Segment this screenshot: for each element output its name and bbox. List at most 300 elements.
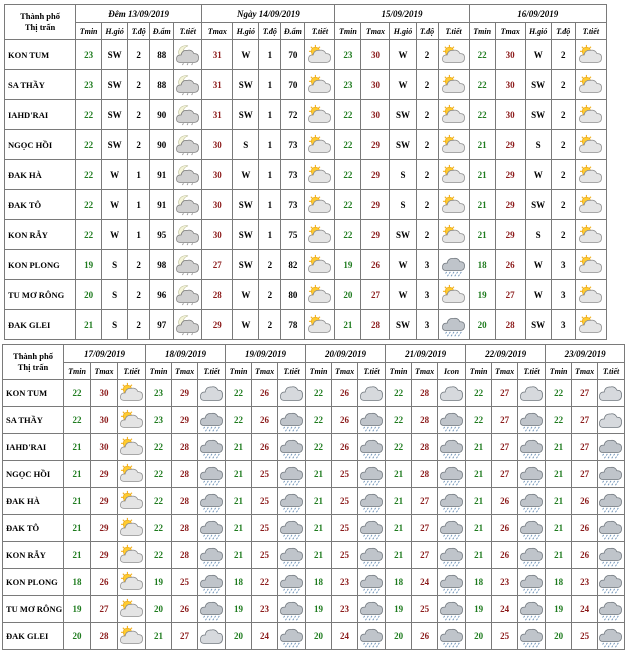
city-name: SA THẦY xyxy=(3,407,64,434)
weather-cell xyxy=(438,130,469,160)
column-header-h-gio: H.gió xyxy=(233,23,259,40)
weather-cell xyxy=(198,515,226,542)
column-header-icon: Icon xyxy=(438,363,466,380)
sun-cloud-icon xyxy=(439,224,469,246)
value-h-gio: S xyxy=(525,220,551,250)
value-t-do: 1 xyxy=(128,190,150,220)
value-tmin: 21 xyxy=(335,310,361,340)
weather-cell xyxy=(174,40,202,70)
weather-cell xyxy=(198,407,226,434)
weather-cell xyxy=(598,461,625,488)
sun-cloud-icon xyxy=(576,254,606,276)
value-d-am: 73 xyxy=(281,160,305,190)
value-h-gio: S xyxy=(233,130,259,160)
weather-cell xyxy=(198,569,226,596)
value-d-am: 78 xyxy=(281,310,305,340)
rain-cloud-icon xyxy=(278,544,305,566)
weather-cell xyxy=(598,542,625,569)
value-tmax: 31 xyxy=(202,70,233,100)
value-tmax: 23 xyxy=(332,596,358,623)
column-header-tmin: Tmin xyxy=(335,23,361,40)
column-header-tmax: Tmax xyxy=(202,23,233,40)
weather-cell xyxy=(598,380,625,407)
value-h-gio: SW xyxy=(390,100,416,130)
value-tmin: 18 xyxy=(306,569,332,596)
table-row xyxy=(3,461,625,488)
column-header-tmax: Tmax xyxy=(492,363,518,380)
value-tmax: 27 xyxy=(172,623,198,650)
corner-label-town: Thị trấn xyxy=(24,22,56,32)
weather-cell xyxy=(518,623,546,650)
weather-cell xyxy=(438,250,469,280)
value-tmax: 26 xyxy=(332,380,358,407)
rain-cloud-icon xyxy=(438,490,465,512)
value-t-do: 2 xyxy=(551,190,575,220)
value-tmax: 29 xyxy=(91,488,118,515)
value-d-am: 91 xyxy=(150,160,174,190)
value-h-gio: SW xyxy=(233,70,259,100)
value-tmin: 22 xyxy=(335,100,361,130)
value-t-do: 2 xyxy=(416,130,438,160)
weather-cell xyxy=(305,280,335,310)
value-h-gio: S xyxy=(390,160,416,190)
value-tmin: 19 xyxy=(76,250,102,280)
rain-cloud-icon xyxy=(518,625,545,647)
table-row xyxy=(3,623,625,650)
night-cloud-icon xyxy=(174,284,201,306)
value-t-do: 2 xyxy=(416,160,438,190)
value-tmax: 28 xyxy=(91,623,118,650)
weather-cell xyxy=(278,434,306,461)
value-tmin: 22 xyxy=(146,488,172,515)
weather-cell xyxy=(305,220,335,250)
weather-cell xyxy=(518,542,546,569)
weather-cell xyxy=(358,380,386,407)
sun-cloud-icon xyxy=(576,164,606,186)
value-t-do: 1 xyxy=(128,160,150,190)
value-t-do: 3 xyxy=(551,310,575,340)
value-tmax: 29 xyxy=(91,542,118,569)
rain-cloud-icon xyxy=(358,409,385,431)
value-h-gio: W xyxy=(525,280,551,310)
city-name: ĐAK TÔ xyxy=(5,190,76,220)
value-tmin: 22 xyxy=(76,100,102,130)
corner-header xyxy=(5,5,76,40)
column-header-h-gio: H.gió xyxy=(102,23,128,40)
city-name: KON RẪY xyxy=(5,220,76,250)
value-tmin: 21 xyxy=(64,515,91,542)
value-tmax: 27 xyxy=(492,461,518,488)
column-header-tmin: Tmin xyxy=(546,363,572,380)
value-d-am: 98 xyxy=(150,250,174,280)
value-tmin: 22 xyxy=(469,40,495,70)
table-row xyxy=(5,250,607,280)
value-tmin: 23 xyxy=(76,40,102,70)
table-row xyxy=(3,407,625,434)
value-tmin: 21 xyxy=(226,515,252,542)
value-tmax: 31 xyxy=(202,40,233,70)
rain-cloud-icon xyxy=(518,544,545,566)
value-tmin: 21 xyxy=(76,310,102,340)
value-tmin: 23 xyxy=(146,407,172,434)
value-t-do: 3 xyxy=(551,280,575,310)
value-tmin: 21 xyxy=(306,461,332,488)
value-d-am: 82 xyxy=(281,250,305,280)
weather-cell xyxy=(305,130,335,160)
value-h-gio: W xyxy=(102,190,128,220)
table-row xyxy=(5,130,607,160)
sun-cloud-icon xyxy=(118,463,145,485)
value-tmin: 22 xyxy=(64,380,91,407)
table-row xyxy=(3,434,625,461)
value-tmin: 22 xyxy=(226,407,252,434)
weather-cell xyxy=(575,310,606,340)
value-tmax: 29 xyxy=(91,461,118,488)
value-tmin: 21 xyxy=(306,515,332,542)
value-tmax: 28 xyxy=(202,280,233,310)
night-cloud-icon xyxy=(174,104,201,126)
value-tmin: 21 xyxy=(386,542,412,569)
night-cloud-icon xyxy=(174,164,201,186)
night-cloud-icon xyxy=(174,134,201,156)
city-name: KON TUM xyxy=(5,40,76,70)
table-row xyxy=(5,40,607,70)
value-tmax: 29 xyxy=(91,515,118,542)
weather-cell xyxy=(438,515,466,542)
weather-cell xyxy=(358,542,386,569)
weather-cell xyxy=(438,380,466,407)
column-header-t-tiet: T.tiết xyxy=(118,363,146,380)
value-t-do: 1 xyxy=(259,70,281,100)
period-date-header: 16/09/2019 xyxy=(469,5,606,23)
weather-cell xyxy=(118,380,146,407)
weather-cell xyxy=(598,434,625,461)
value-tmax: 27 xyxy=(572,434,598,461)
value-h-gio: SW xyxy=(102,100,128,130)
weather-cell xyxy=(438,220,469,250)
rain-cloud-icon xyxy=(598,517,624,539)
rain-cloud-icon xyxy=(198,463,225,485)
weather-cell xyxy=(118,434,146,461)
value-tmin: 19 xyxy=(546,596,572,623)
value-tmax: 29 xyxy=(495,130,525,160)
value-tmin: 19 xyxy=(335,250,361,280)
value-h-gio: W xyxy=(233,160,259,190)
sun-cloud-icon xyxy=(576,104,606,126)
weather-cell xyxy=(575,220,606,250)
weather-cell xyxy=(598,407,625,434)
value-tmin: 22 xyxy=(306,407,332,434)
cloud-icon xyxy=(598,382,624,404)
sun-cloud-icon xyxy=(118,436,145,458)
table-row xyxy=(3,569,625,596)
value-tmax: 29 xyxy=(202,310,233,340)
weather-cell xyxy=(198,380,226,407)
weather-cell xyxy=(198,542,226,569)
sun-cloud-icon xyxy=(118,544,145,566)
weather-cell xyxy=(118,623,146,650)
rain-cloud-icon xyxy=(598,544,624,566)
weather-cell xyxy=(174,70,202,100)
sun-cloud-icon xyxy=(576,284,606,306)
weather-cell xyxy=(575,160,606,190)
value-t-do: 2 xyxy=(416,100,438,130)
value-tmax: 23 xyxy=(492,569,518,596)
column-header-tmin: Tmin xyxy=(64,363,91,380)
city-name: ĐAK TÔ xyxy=(3,515,64,542)
weather-cell xyxy=(575,40,606,70)
sun-cloud-icon xyxy=(305,314,334,336)
value-d-am: 70 xyxy=(281,40,305,70)
sun-cloud-icon xyxy=(439,104,469,126)
value-h-gio: SW xyxy=(233,250,259,280)
cloud-icon xyxy=(518,382,545,404)
value-h-gio: SW xyxy=(233,190,259,220)
weather-cell xyxy=(118,488,146,515)
value-h-gio: SW xyxy=(233,100,259,130)
sun-cloud-icon xyxy=(439,164,469,186)
rain-cloud-icon xyxy=(439,254,469,276)
column-header-t-do: T.độ xyxy=(128,23,150,40)
weather-cell xyxy=(305,40,335,70)
weather-cell xyxy=(438,70,469,100)
value-h-gio: W xyxy=(390,280,416,310)
column-header-tmin: Tmin xyxy=(386,363,412,380)
value-d-am: 90 xyxy=(150,100,174,130)
column-header-t-tiet: T.tiết xyxy=(305,23,335,40)
value-t-do: 2 xyxy=(551,220,575,250)
value-tmax: 25 xyxy=(252,461,278,488)
column-header-tmax: Tmax xyxy=(495,23,525,40)
value-t-do: 3 xyxy=(416,250,438,280)
value-tmax: 30 xyxy=(202,190,233,220)
period-date-header: 20/09/2019 xyxy=(306,345,386,363)
value-tmax: 25 xyxy=(332,515,358,542)
value-tmax: 28 xyxy=(172,434,198,461)
value-h-gio: SW xyxy=(102,40,128,70)
value-tmin: 18 xyxy=(466,569,492,596)
weather-cell xyxy=(438,569,466,596)
value-tmax: 26 xyxy=(495,250,525,280)
weather-cell xyxy=(358,488,386,515)
value-tmax: 30 xyxy=(495,70,525,100)
weather-cell xyxy=(174,220,202,250)
value-tmax: 26 xyxy=(412,623,438,650)
sun-cloud-icon xyxy=(305,284,334,306)
sun-cloud-icon xyxy=(439,44,469,66)
value-tmin: 22 xyxy=(335,160,361,190)
value-h-gio: W xyxy=(233,280,259,310)
weather-cell xyxy=(198,461,226,488)
value-tmin: 18 xyxy=(64,569,91,596)
table-row xyxy=(5,280,607,310)
value-tmin: 19 xyxy=(306,596,332,623)
rain-cloud-icon xyxy=(358,571,385,593)
sun-cloud-icon xyxy=(439,74,469,96)
value-tmin: 22 xyxy=(76,130,102,160)
value-tmax: 25 xyxy=(172,569,198,596)
value-tmin: 21 xyxy=(466,488,492,515)
cloud-icon xyxy=(278,382,305,404)
value-tmin: 19 xyxy=(64,596,91,623)
value-tmin: 20 xyxy=(469,310,495,340)
forecast-table-1 xyxy=(4,4,607,340)
period-date-header: 18/09/2019 xyxy=(146,345,226,363)
value-tmin: 22 xyxy=(146,515,172,542)
value-tmax: 24 xyxy=(412,569,438,596)
corner-header xyxy=(3,345,64,380)
night-cloud-icon xyxy=(174,194,201,216)
value-tmax: 28 xyxy=(412,380,438,407)
value-tmax: 27 xyxy=(492,407,518,434)
value-t-do: 2 xyxy=(551,130,575,160)
rain-cloud-icon xyxy=(198,598,225,620)
value-d-am: 90 xyxy=(150,130,174,160)
weather-cell xyxy=(305,70,335,100)
value-tmin: 22 xyxy=(306,434,332,461)
weather-cell xyxy=(174,100,202,130)
value-tmin: 19 xyxy=(386,596,412,623)
cloud-icon xyxy=(198,625,225,647)
column-header-tmin: Tmin xyxy=(306,363,332,380)
sun-cloud-icon xyxy=(118,571,145,593)
rain-cloud-icon xyxy=(598,490,624,512)
value-t-do: 2 xyxy=(128,310,150,340)
rain-cloud-icon xyxy=(438,544,465,566)
column-header-tmin: Tmin xyxy=(466,363,492,380)
column-header-t-tiet: T.tiết xyxy=(358,363,386,380)
cloud-icon xyxy=(438,382,465,404)
value-tmax: 27 xyxy=(202,250,233,280)
weather-cell xyxy=(358,569,386,596)
value-h-gio: W xyxy=(102,160,128,190)
value-tmax: 26 xyxy=(332,434,358,461)
column-header-t-tiet: T.tiết xyxy=(278,363,306,380)
value-tmax: 30 xyxy=(361,40,390,70)
column-header-t-tiet: T.tiết xyxy=(598,363,625,380)
value-h-gio: W xyxy=(102,220,128,250)
value-tmin: 21 xyxy=(64,542,91,569)
table-row xyxy=(3,596,625,623)
weather-cell xyxy=(174,310,202,340)
value-t-do: 3 xyxy=(416,310,438,340)
value-tmin: 21 xyxy=(546,434,572,461)
weather-cell xyxy=(598,596,625,623)
value-tmax: 30 xyxy=(495,100,525,130)
value-tmax: 23 xyxy=(332,569,358,596)
value-tmin: 21 xyxy=(466,434,492,461)
column-header-t-tiet: T.tiết xyxy=(174,23,202,40)
value-tmin: 21 xyxy=(386,461,412,488)
value-tmax: 31 xyxy=(202,100,233,130)
sun-cloud-icon xyxy=(118,598,145,620)
value-d-am: 73 xyxy=(281,130,305,160)
value-tmax: 27 xyxy=(492,434,518,461)
weather-cell xyxy=(358,407,386,434)
table-row xyxy=(5,160,607,190)
value-tmax: 25 xyxy=(572,623,598,650)
value-t-do: 2 xyxy=(128,250,150,280)
value-t-do: 3 xyxy=(416,280,438,310)
value-tmin: 21 xyxy=(469,130,495,160)
value-h-gio: SW xyxy=(390,130,416,160)
value-tmin: 21 xyxy=(64,488,91,515)
sun-cloud-icon xyxy=(439,194,469,216)
weather-cell xyxy=(438,623,466,650)
weather-cell xyxy=(518,407,546,434)
value-t-do: 2 xyxy=(551,160,575,190)
value-tmin: 21 xyxy=(546,542,572,569)
value-tmin: 20 xyxy=(386,623,412,650)
value-tmax: 26 xyxy=(252,407,278,434)
sun-cloud-icon xyxy=(118,382,145,404)
cloud-icon xyxy=(598,409,624,431)
value-tmin: 22 xyxy=(466,380,492,407)
value-tmin: 22 xyxy=(466,407,492,434)
value-h-gio: S xyxy=(102,280,128,310)
weather-cell xyxy=(278,623,306,650)
header-row-columns xyxy=(5,23,607,40)
value-tmax: 29 xyxy=(361,190,390,220)
value-tmin: 20 xyxy=(226,623,252,650)
value-d-am: 88 xyxy=(150,40,174,70)
table-row xyxy=(5,190,607,220)
city-name: SA THẦY xyxy=(5,70,76,100)
rain-cloud-icon xyxy=(278,625,305,647)
weather-cell xyxy=(118,542,146,569)
value-h-gio: S xyxy=(102,310,128,340)
value-h-gio: SW xyxy=(525,100,551,130)
value-h-gio: W xyxy=(390,250,416,280)
rain-cloud-icon xyxy=(358,544,385,566)
value-t-do: 2 xyxy=(416,70,438,100)
value-t-do: 2 xyxy=(416,190,438,220)
value-d-am: 80 xyxy=(281,280,305,310)
rain-cloud-icon xyxy=(358,436,385,458)
value-h-gio: SW xyxy=(233,220,259,250)
weather-cell xyxy=(438,461,466,488)
weather-cell xyxy=(575,70,606,100)
value-tmin: 22 xyxy=(146,434,172,461)
value-tmin: 21 xyxy=(306,488,332,515)
rain-cloud-icon xyxy=(198,490,225,512)
value-tmin: 20 xyxy=(466,623,492,650)
column-header-t-do: T.độ xyxy=(551,23,575,40)
value-tmin: 21 xyxy=(466,542,492,569)
table-row xyxy=(3,542,625,569)
rain-cloud-icon xyxy=(518,436,545,458)
sun-cloud-icon xyxy=(576,74,606,96)
value-tmax: 30 xyxy=(361,70,390,100)
value-tmax: 22 xyxy=(252,569,278,596)
value-h-gio: W xyxy=(525,40,551,70)
city-name: TU MƠ RÔNG xyxy=(5,280,76,310)
weather-cell xyxy=(305,190,335,220)
weather-cell xyxy=(518,488,546,515)
weather-cell xyxy=(278,569,306,596)
weather-cell xyxy=(118,461,146,488)
value-h-gio: SW xyxy=(390,220,416,250)
night-cloud-icon xyxy=(174,224,201,246)
value-tmin: 21 xyxy=(466,515,492,542)
value-tmax: 26 xyxy=(361,250,390,280)
rain-cloud-icon xyxy=(278,598,305,620)
value-tmin: 22 xyxy=(386,434,412,461)
column-header-tmin: Tmin xyxy=(226,363,252,380)
value-tmax: 29 xyxy=(361,220,390,250)
value-tmax: 29 xyxy=(361,160,390,190)
value-tmax: 29 xyxy=(172,407,198,434)
